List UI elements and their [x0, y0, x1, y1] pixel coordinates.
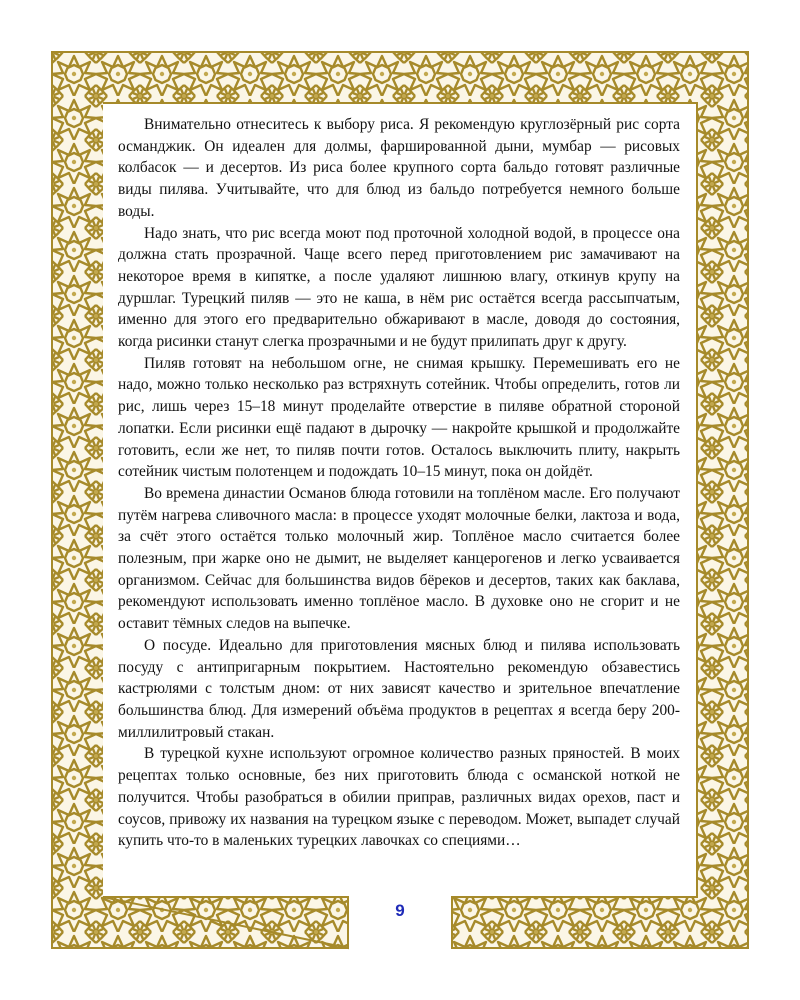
paragraph-spices: В турецкой кухне используют огромное количество разных пряностей. В моих рецептах только основные, без них приготовить блюда с османской ноткой не получится. Чтобы разобраться в обилии приправ, различных видах орехов, паст и соусов, привожу их названия на турецком языке с переводом. Может, выпадет случай купить что-то в маленьких турецких лавочках со специями…	[118, 745, 680, 850]
paragraph-rice-washing: Надо знать, что рис всегда моют под проточной холодной водой, в процессе она должна стать прозрачной. Чаще всего перед приготовлением рис замачивают на некоторое время в кипятке, а после удаляют лишнюю влагу, откинув крупу на дуршлаг. Турецкий пиляв — это не каша, в нём рис остаётся всегда рассыпчатым, именно для этого его предварительно обжаривают в масле, доводя до состояния, когда рисинки станут слегка прозрачными и не будут прилипать друг к другу.	[118, 224, 680, 351]
page-number: 9	[395, 901, 405, 920]
paragraph-cookware: О посуде. Идеально для приготовления мясных блюд и пилява использовать посуду с антипригарным покрытием. Настоятельно рекомендую обзавестись кастрюлями с толстым дном: от них зависят качество и зрительное впечатление большинства блюд. Для измерений объёма продуктов в рецептах я всегда беру 200-миллилитровый стакан.	[118, 636, 680, 741]
paragraph-ghee: Во времена династии Османов блюда готовили на топлёном масле. Его получают путём нагрева сливочного масла: в процессе уходят молочные белки, лактоза и вода, за счёт этого остаётся только молочный жир. Топлёное масло считается более полезным, при жарке оно не дымит, не выделяет канцерогенов и легко усваивается организмом. Сейчас для большинства видов бёреков и десертов, таких как баклава, рекомендуют использовать именно топлёное масло. В духовке оно не сгорит и не оставит тёмных следов на выпечке.	[118, 484, 680, 633]
paragraph-pilaf-cooking: Пиляв готовят на небольшом огне, не снимая крышку. Перемешивать его не надо, можно только несколько раз встряхнуть сотейник. Чтобы определить, готов ли рис, лишь через 15–18 минут проделайте отверстие в пиляве обратной стороной лопатки. Если рисинки ещё падают в дырочку — накройте крышкой и продолжайте готовить, если же нет, то пиляв почти готов. Осталось выключить плиту, накрыть сотейник чистым полотенцем и подождать 10–15 минут, пока он дойдёт.	[118, 354, 680, 481]
paragraph-rice-choice: Внимательно отнеситесь к выбору риса. Я рекомендую круглозёрный рис сорта османджик. Он идеален для долмы, фаршированной дыни, мумбар — рисовых колбасок — и десертов. Из риса более крупного сорта бальдо готовят различные виды пилява. Учитывайте, что для блюд из бальдо потребуется немного больше воды.	[118, 116, 680, 220]
body-text	[118, 114, 680, 852]
